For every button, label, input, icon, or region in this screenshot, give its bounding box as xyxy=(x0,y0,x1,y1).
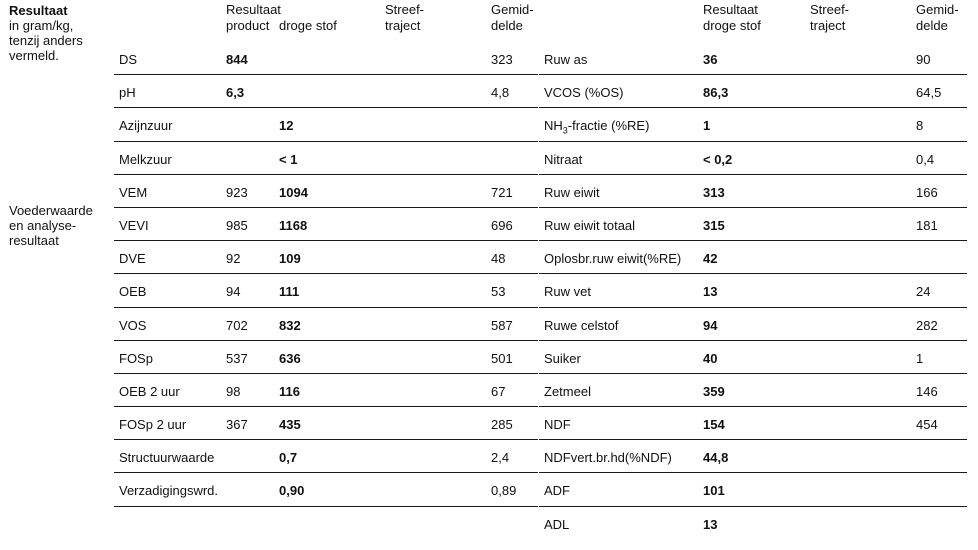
table-row xyxy=(539,75,967,108)
average-value: 721 xyxy=(491,184,513,200)
table-row xyxy=(114,374,538,407)
table-row xyxy=(539,341,967,374)
table-row xyxy=(114,241,538,274)
row-label: Azijnzuur xyxy=(119,118,173,134)
dry-matter-value: 40 xyxy=(703,350,718,366)
dry-matter-value: 636 xyxy=(279,350,301,366)
row-label xyxy=(544,284,591,300)
dry-matter-value: 109 xyxy=(279,251,301,267)
row-label-text: ADF xyxy=(544,483,570,499)
table-row xyxy=(539,407,967,440)
left-header-product: product xyxy=(226,18,270,33)
row-label xyxy=(544,251,681,267)
row-label xyxy=(544,351,581,367)
table-row xyxy=(539,241,967,274)
table-row xyxy=(114,108,538,141)
average-value: 454 xyxy=(916,417,938,433)
row-label xyxy=(544,185,600,201)
row-label: Melkzuur xyxy=(119,151,172,167)
left-results-table xyxy=(114,42,538,507)
row-label-text: Ruwe celstof xyxy=(544,317,619,333)
row-label: DVE xyxy=(119,251,146,267)
average-value: 64,5 xyxy=(916,85,942,101)
table-row xyxy=(114,308,538,341)
dry-matter-value: 12 xyxy=(279,118,294,134)
table-row xyxy=(114,208,538,241)
left-header-dry: droge stof xyxy=(279,18,337,33)
row-label xyxy=(544,384,591,400)
left-header-result-label: Resultaat xyxy=(226,2,281,17)
row-label: OEB xyxy=(119,284,147,300)
table-row xyxy=(114,142,538,175)
table-row xyxy=(539,274,967,307)
row-label-text: Zetmeel xyxy=(544,383,591,399)
average-value: 1 xyxy=(916,350,924,366)
dry-matter-value: 313 xyxy=(703,184,725,200)
row-label xyxy=(544,417,571,433)
dry-matter-value: 0,7 xyxy=(279,450,298,466)
feed-value-line: Voederwaarde xyxy=(9,203,93,218)
product-value: 94 xyxy=(226,284,241,300)
row-label xyxy=(544,118,649,134)
right-header-target xyxy=(810,2,849,34)
right-header-target-l1: Streef- xyxy=(810,2,850,17)
right-header-avg-l1: Gemid- xyxy=(916,2,959,17)
feed-value-side-label xyxy=(9,203,93,248)
average-value: 166 xyxy=(916,184,938,200)
dry-matter-value: 36 xyxy=(703,52,718,67)
dry-matter-value: 154 xyxy=(703,417,725,433)
row-label-subscript: 3 xyxy=(562,125,568,136)
row-label: VOS xyxy=(119,317,147,333)
average-value: 501 xyxy=(491,350,513,366)
table-row xyxy=(539,473,967,506)
dry-matter-value: 101 xyxy=(703,483,725,499)
feed-value-line: resultaat xyxy=(9,233,59,248)
product-value: 923 xyxy=(226,184,248,200)
row-label xyxy=(544,152,582,168)
row-label: OEB 2 uur xyxy=(119,383,180,399)
right-header-dry-label: droge stof xyxy=(703,18,761,33)
average-value: 4,8 xyxy=(491,85,510,101)
row-label: FOSp xyxy=(119,350,153,366)
left-header-target-l2: traject xyxy=(385,18,421,33)
average-value: 0,4 xyxy=(916,151,935,167)
product-value: 537 xyxy=(226,350,248,366)
dry-matter-value: 116 xyxy=(279,383,300,399)
table-row xyxy=(114,440,538,473)
average-value: 0,89 xyxy=(491,483,517,499)
average-value: 696 xyxy=(491,217,513,233)
average-value: 285 xyxy=(491,417,513,433)
dry-matter-value: 13 xyxy=(703,516,718,532)
table-row xyxy=(539,440,967,473)
table-row xyxy=(114,42,538,75)
result-unit-line: vermeld. xyxy=(9,48,59,63)
right-header-avg xyxy=(916,2,959,34)
table-row xyxy=(539,208,967,241)
product-value: 367 xyxy=(226,417,248,433)
product-value: 702 xyxy=(226,317,248,333)
average-value: 53 xyxy=(491,284,506,300)
table-row xyxy=(114,341,538,374)
table-row xyxy=(114,175,538,208)
left-header-avg-l2: delde xyxy=(491,18,523,33)
dry-matter-value: 1 xyxy=(703,118,711,134)
row-label-text: Nitraat xyxy=(544,151,583,167)
result-title: Resultaat xyxy=(9,3,68,18)
dry-matter-value: 86,3 xyxy=(703,85,729,101)
row-label-text: Suiker xyxy=(544,350,581,366)
row-label xyxy=(544,483,570,499)
average-value: 90 xyxy=(916,52,931,67)
average-value: 24 xyxy=(916,284,931,300)
average-value: 282 xyxy=(916,317,938,333)
product-value: 844 xyxy=(226,52,248,67)
row-label-text: Ruw eiwit totaal xyxy=(544,217,636,233)
row-label-text: VCOS (%OS) xyxy=(544,85,624,101)
dry-matter-value: 359 xyxy=(703,383,725,399)
dry-matter-value: 44,8 xyxy=(703,450,729,466)
dry-matter-value: 832 xyxy=(279,317,301,333)
average-value: 181 xyxy=(916,217,938,233)
dry-matter-value: 42 xyxy=(703,251,718,267)
row-label-text: Oplosbr.ruw eiwit(%RE) xyxy=(544,251,682,267)
table-row xyxy=(539,42,967,75)
table-row xyxy=(114,473,538,506)
row-label xyxy=(544,318,618,334)
dry-matter-value: < 1 xyxy=(279,151,298,167)
dry-matter-value: 315 xyxy=(703,217,725,233)
row-label: DS xyxy=(119,52,138,67)
result-unit-line: tenzij anders xyxy=(9,33,83,48)
average-value: 2,4 xyxy=(491,450,510,466)
table-row xyxy=(539,108,967,141)
row-label-text: -fractie (%RE) xyxy=(567,118,650,134)
table-row xyxy=(539,308,967,341)
feed-value-line: en analyse- xyxy=(9,218,77,233)
table-row xyxy=(539,507,967,540)
table-row xyxy=(114,274,538,307)
table-row xyxy=(539,142,967,175)
average-value: 8 xyxy=(916,118,924,134)
average-value: 323 xyxy=(491,52,513,67)
average-value: 146 xyxy=(916,383,938,399)
left-header-avg xyxy=(491,2,534,34)
row-label: VEVI xyxy=(119,217,149,233)
right-header-target-l2: traject xyxy=(810,18,846,33)
row-label-text: NDFvert.br.hd(%NDF) xyxy=(544,450,672,466)
dry-matter-value: 94 xyxy=(703,317,718,333)
row-label-text: Ruw vet xyxy=(544,284,591,300)
dry-matter-value: 111 xyxy=(279,284,300,300)
row-label: Verzadigingswrd. xyxy=(119,483,218,499)
table-row xyxy=(539,374,967,407)
dry-matter-value: < 0,2 xyxy=(703,151,733,167)
left-header-target-l1: Streef- xyxy=(385,2,425,17)
row-label: Structuurwaarde xyxy=(119,450,215,466)
row-label-text: NH xyxy=(544,118,563,134)
dry-matter-value: 435 xyxy=(279,417,301,433)
dry-matter-value: 13 xyxy=(703,284,718,300)
row-label xyxy=(544,218,635,234)
row-label-text: NDF xyxy=(544,417,571,433)
dry-matter-value: 1168 xyxy=(279,217,308,233)
row-label: VEM xyxy=(119,184,148,200)
row-label: pH xyxy=(119,85,136,101)
result-unit-line: in gram/kg, xyxy=(9,18,74,33)
result-side-label xyxy=(9,3,83,63)
left-header-result xyxy=(226,2,281,18)
average-value: 587 xyxy=(491,317,513,333)
table-row xyxy=(114,75,538,108)
right-header-result-label: Resultaat xyxy=(703,2,758,17)
left-header-avg-l1: Gemid- xyxy=(491,2,534,17)
product-value: 985 xyxy=(226,217,248,233)
row-label xyxy=(544,52,587,68)
average-value: 48 xyxy=(491,251,506,267)
table-row xyxy=(539,175,967,208)
row-label: FOSp 2 uur xyxy=(119,417,187,433)
right-header-avg-l2: delde xyxy=(916,18,948,33)
product-value: 98 xyxy=(226,383,241,399)
dry-matter-value: 1094 xyxy=(279,184,308,200)
dry-matter-value: 0,90 xyxy=(279,483,305,499)
product-value: 6,3 xyxy=(226,85,245,101)
row-label xyxy=(544,85,623,101)
row-label xyxy=(544,517,569,533)
right-header-result xyxy=(703,2,761,34)
table-row xyxy=(114,407,538,440)
row-label xyxy=(544,450,672,466)
average-value: 67 xyxy=(491,383,506,399)
row-label-text: Ruw eiwit xyxy=(544,184,600,200)
right-results-table xyxy=(539,42,967,540)
product-value: 92 xyxy=(226,251,241,267)
row-label-text: Ruw as xyxy=(544,52,588,67)
left-header-target xyxy=(385,2,424,34)
row-label-text: ADL xyxy=(544,516,570,532)
